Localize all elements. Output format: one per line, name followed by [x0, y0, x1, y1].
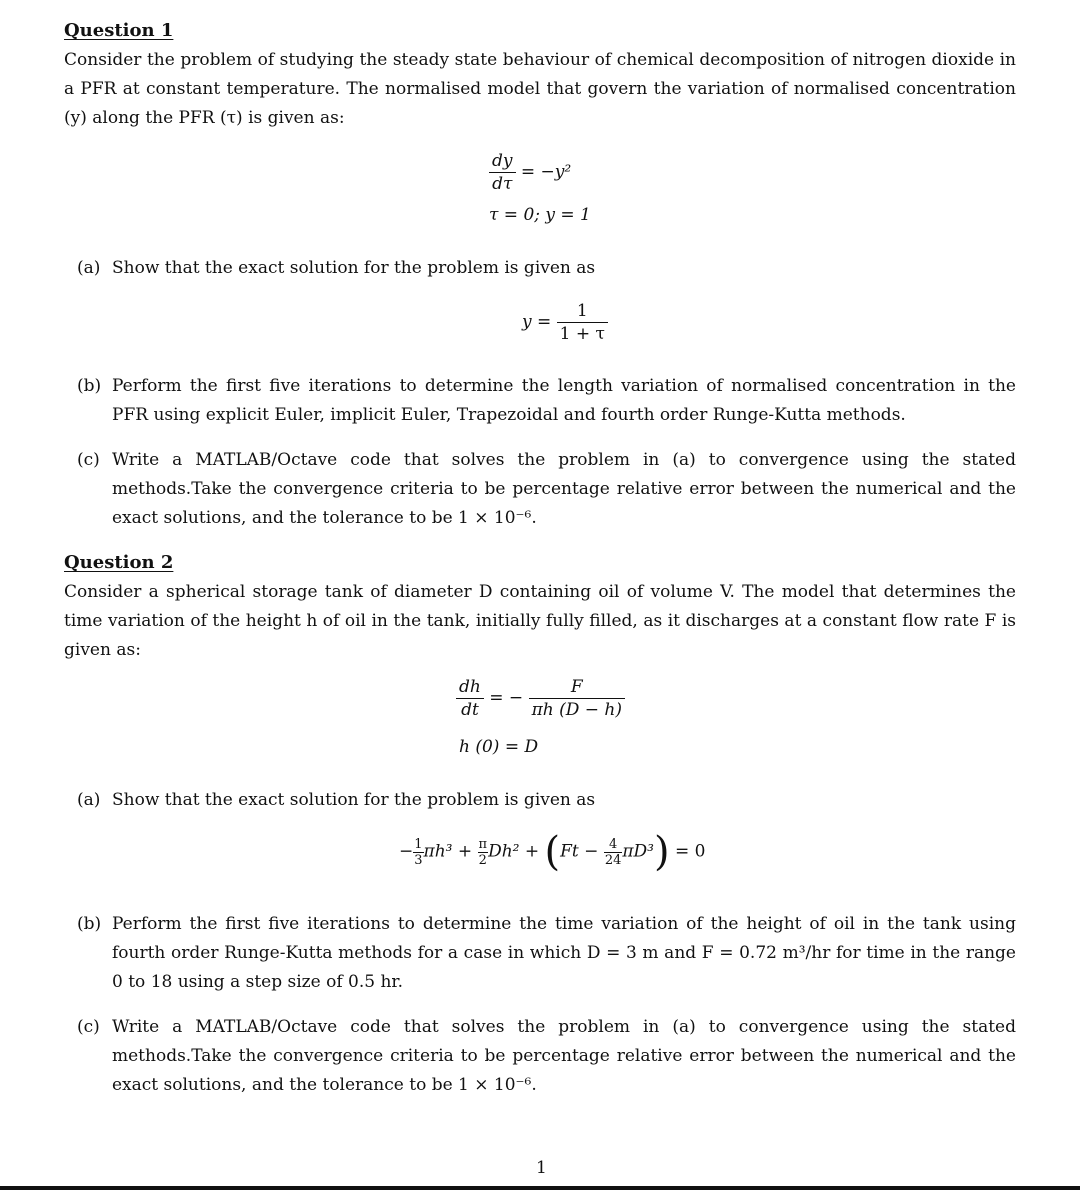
- ode-rhs: = −y²: [520, 162, 572, 182]
- page-number: 1: [536, 1158, 547, 1178]
- question-2-part-c: (c) Write a MATLAB/Octave code that solves the problem in (a) to convergence using the stated methods.Take the convergence criteria to be percentage relative error between the numerical and the exact solutions, and the tolerance to be 1 × 10⁻⁶.: [77, 1017, 1016, 1095]
- ode-derivative-fraction: $\frac{dy}{d\tau}$: [489, 150, 516, 195]
- question-1-part-a: (a) Show that the exact solution for the problem is given as: [77, 258, 596, 278]
- question-1-ode: [489, 150, 571, 195]
- question-2-intro: Consider a spherical storage tank of diameter D containing oil of volume V. The model that determines the time variation of the height h of oil in the tank, initially fully filled, as it discharges at a constant flow rate F is given as:: [64, 582, 1016, 660]
- term-one-fraction: $\frac{1}{3}$: [414, 836, 423, 868]
- question-2-ode: $\frac{dh}{dt}$ = − $\frac{F}{\pi h (D - h)}$: [456, 676, 625, 721]
- question-2-part-a: (a) Show that the exact solution for the problem is given as: [77, 790, 596, 810]
- bottom-rule: [0, 1186, 1080, 1190]
- question-1-title: Question 1: [64, 20, 174, 41]
- ode-derivative-fraction: $\frac{dh}{dt}$: [456, 676, 484, 721]
- term-two-fraction: $\frac{\pi}{2}$: [478, 836, 488, 868]
- term-three-fraction: $\frac{4}{24}$: [604, 836, 622, 868]
- question-1-part-c: (c) Write a MATLAB/Octave code that solves the problem in (a) to convergence using the stated methods.Take the convergence criteria to be percentage relative error between the numerical and the exact solutions, and the tolerance to be 1 × 10⁻⁶.: [77, 450, 1016, 528]
- question-1-intro: Consider the problem of studying the steady state behaviour of chemical decomposition of nitrogen dioxide in a PFR at constant temperature. The normalised model that govern the variation of normalised concentration (y) along the PFR (τ) is given as:: [64, 50, 1016, 128]
- question-1-part-b: (b) Perform the first five iterations to determine the length variation of normalised concentration in the PFR using explicit Euler, implicit Euler, Trapezoidal and fourth order Runge-Kutta methods.: [77, 376, 1016, 425]
- exact-solution-fraction: $\frac{1}{1 + \tau}$: [557, 300, 608, 345]
- question-2-title: Question 2: [64, 552, 174, 573]
- question-2-initial-condition: h (0) = D: [459, 737, 539, 757]
- question-2-part-b: (b) Perform the first five iterations to determine the time variation of the height of oil in the tank using fourth order Runge-Kutta methods for a case in which D = 3 m and F = 0.72 m³/hr for time in the range 0 to 18 using a step size of 0.5 hr.: [77, 914, 1016, 992]
- ode-rhs-fraction: $\frac{F}{\pi h (D - h)}$: [529, 676, 625, 721]
- question-1-exact-solution: y = $\frac{1}{1 + \tau}$: [522, 300, 608, 345]
- question-2-exact-solution: − $\frac{1}{3}$ πh³ + $\frac{\pi}{2}$ Dh² + (Ft − $\frac{4}{24}$ πD³) = 0: [399, 829, 706, 875]
- question-1-initial-condition: τ = 0; y = 1: [489, 205, 591, 225]
